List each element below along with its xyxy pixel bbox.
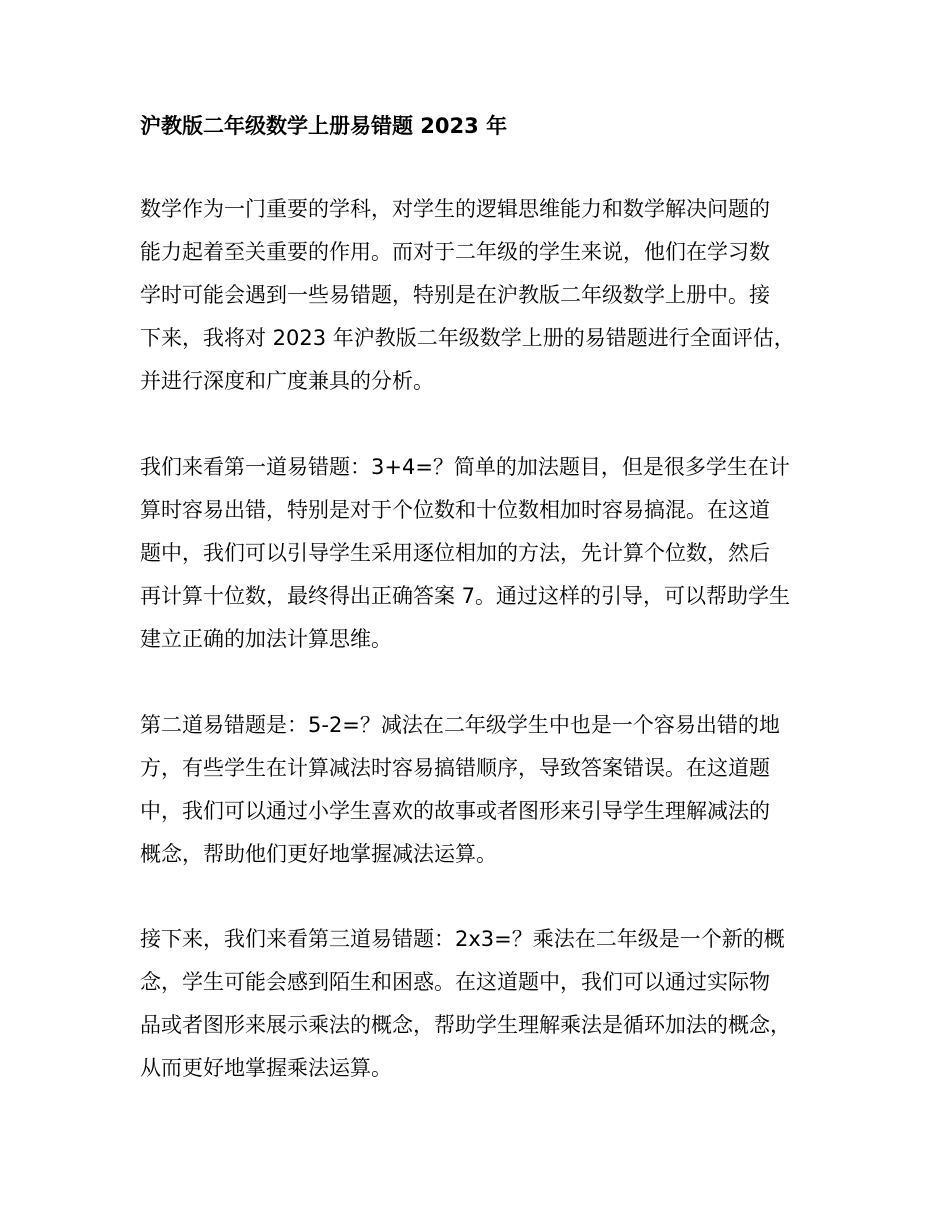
paragraph-line: 学时可能会遇到一些易错题，特别是在沪教版二年级数学上册中。接 (140, 283, 770, 307)
paragraph-line: 下来，我将对 2023 年沪教版二年级数学上册的易错题进行全面评估， (140, 326, 795, 350)
document-title: 沪教版二年级数学上册易错题 2023 年 (140, 114, 508, 138)
paragraph-line: 方，有些学生在计算减法时容易搞错顺序，导致答案错误。在这道题 (140, 756, 770, 780)
paragraph-line: 并进行深度和广度兼具的分析。 (140, 369, 434, 393)
paragraph-line: 再计算十位数，最终得出正确答案 7。通过这样的引导，可以帮助学生 (140, 584, 791, 608)
paragraph-line: 数学作为一门重要的学科，对学生的逻辑思维能力和数学解决问题的 (140, 197, 770, 221)
paragraph-question-2 (140, 704, 840, 876)
paragraph-line: 第二道易错题是：5-2=？减法在二年级学生中也是一个容易出错的地 (140, 713, 780, 737)
paragraph-intro (140, 188, 840, 403)
paragraph-line: 能力起着至关重要的作用。而对于二年级的学生来说，他们在学习数 (140, 240, 770, 264)
paragraph-line: 建立正确的加法计算思维。 (140, 627, 392, 651)
paragraph-line: 中，我们可以通过小学生喜欢的故事或者图形来引导学生理解减法的 (140, 799, 770, 823)
paragraph-line: 念，学生可能会感到陌生和困惑。在这道题中，我们可以通过实际物 (140, 970, 770, 994)
paragraph-line: 算时容易出错，特别是对于个位数和十位数相加时容易搞混。在这道 (140, 498, 770, 522)
paragraph-line: 我们来看第一道易错题：3+4=？简单的加法题目，但是很多学生在计 (140, 455, 790, 479)
paragraph-question-1 (140, 446, 840, 661)
paragraph-line: 概念，帮助他们更好地掌握减法运算。 (140, 842, 497, 866)
paragraph-question-3 (140, 918, 840, 1090)
paragraph-line: 品或者图形来展示乘法的概念，帮助学生理解乘法是循环加法的概念， (140, 1013, 791, 1037)
paragraph-line: 题中，我们可以引导学生采用逐位相加的方法，先计算个位数，然后 (140, 541, 770, 565)
paragraph-line: 接下来，我们来看第三道易错题：2x3=？乘法在二年级是一个新的概 (140, 927, 785, 951)
paragraph-line: 从而更好地掌握乘法运算。 (140, 1056, 392, 1080)
